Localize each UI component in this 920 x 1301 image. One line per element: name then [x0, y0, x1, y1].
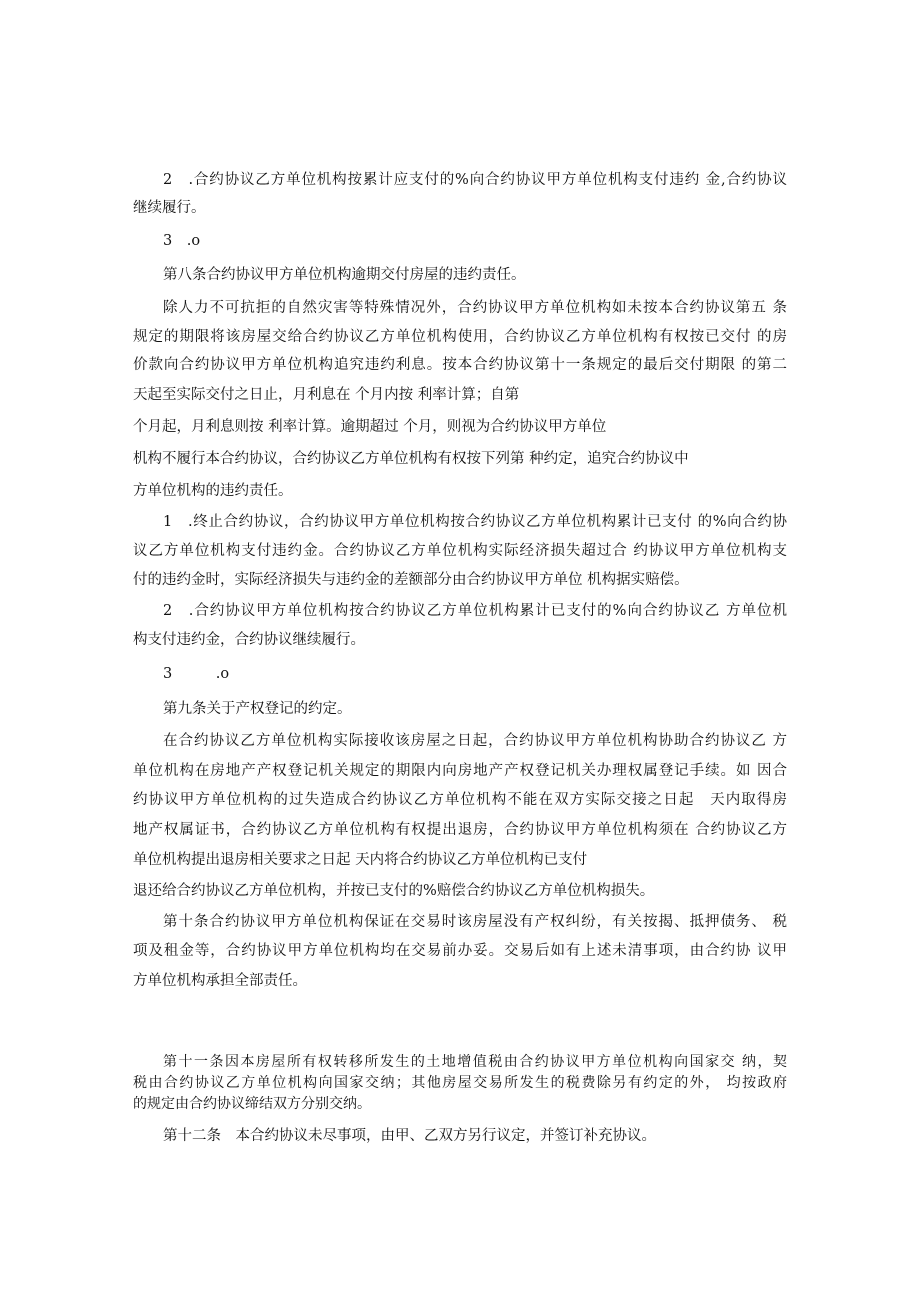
- clause-9-para-line-1: 在合约协议乙方单位机构实际接收该房屋之日起，合约协议甲方单位机构协助合约协议乙 方: [163, 733, 787, 749]
- clause-8-para-line-4: 天起至实际交付之日止，月利息在 个月内按 利率计算；自第: [133, 387, 520, 403]
- clause-10-line-3: 方单位机构承担全部责任。: [133, 973, 307, 989]
- clause-11-line-1: 第十一条因本房屋所有权转移所发生的土地增值税由合约协议甲方单位机构向国家交 纳，契: [163, 1054, 787, 1070]
- clause-12-line: 第十二条 本合约协议未尽事项，由甲、乙双方另行议定，并签订补充协议。: [163, 1128, 656, 1144]
- clause-11-line-3: 的规定由合约协议缔结双方分别交纳。: [133, 1096, 371, 1112]
- clause-10-line-1: 第十条合约协议甲方单位机构保证在交易时该房屋没有产权纠纷，有关按揭、抵押债务、 税: [163, 914, 787, 930]
- clause-8-item-1-line-3: 付的违约金时，实际经济损失与违约金的差额部分由合约协议甲方单位 机构据实赔偿。: [133, 572, 689, 588]
- clause-9-para-line-4: 地产权属证书，合约协议乙方单位机构有权提出退房，合约协议甲方单位机构须在 合约协议乙方: [133, 822, 787, 838]
- clause-7-item-3: 3 .o: [163, 233, 201, 249]
- clause-9-para-line-2: 单位机构在房地产产权登记机关规定的期限内向房地产产权登记机关办理权属登记手续。如 因合: [133, 763, 787, 779]
- clause-8-para-line-6: 机构不履行本合约协议，合约协议乙方单位机构有权按下列第 种约定，追究合约协议中: [133, 451, 689, 467]
- clause-7-item-2-line-2: 继续履行。: [133, 200, 206, 216]
- clause-9-heading: 第九条关于产权登记的约定。: [163, 701, 352, 717]
- clause-8-para-line-2: 规定的期限将该房屋交给合约协议乙方单位机构使用，合约协议乙方单位机构有权按已交付 的房: [133, 329, 787, 345]
- clause-11-line-2: 税由合约协议乙方单位机构向国家交纳；其他房屋交易所发生的税费除另有约定的外， 均按政府: [133, 1075, 787, 1091]
- clause-8-item-1-line-1: 1 .终止合约协议，合约协议甲方单位机构按合约协议乙方单位机构累计已支付 的%向合约协: [163, 514, 787, 530]
- clause-8-para-line-7: 方单位机构的违约责任。: [133, 483, 293, 499]
- clause-9-para-line-3: 约协议甲方单位机构的过失造成合约协议乙方单位机构不能在双方实际交接之日起 天内取得房: [133, 792, 787, 808]
- clause-10-line-2: 项及租金等，合约协议甲方单位机构均在交易前办妥。交易后如有上述未清事项，由合约协 议甲: [133, 943, 787, 959]
- clause-9-para-line-5: 单位机构提出退房相关要求之日起 天内将合约协议乙方单位机构已支付: [133, 852, 588, 868]
- clause-8-item-3: 3 .o: [163, 666, 230, 682]
- clause-7-item-2-line-1: 2 .合约协议乙方单位机构按累计应支付的%向合约协议甲方单位机构支付违约 金,合约协议: [163, 172, 787, 188]
- clause-8-item-2-line-1: 2 .合约协议甲方单位机构按合约协议乙方单位机构累计已支付的%向合约协议乙 方单位机: [163, 603, 787, 619]
- clause-8-para-line-1: 除人力不可抗拒的自然灾害等特殊情况外，合约协议甲方单位机构如未按本合约协议第五 条: [163, 300, 787, 316]
- clause-9-para-line-6: 退还给合约协议乙方单位机构，并按已支付的%赔偿合约协议乙方单位机构损失。: [133, 883, 655, 899]
- clause-8-para-line-3: 价款向合约协议甲方单位机构追究违约利息。按本合约协议第十一条规定的最后交付期限 的第二: [133, 357, 787, 373]
- clause-8-para-line-5: 个月起，月利息则按 利率计算。逾期超过 个月，则视为合约协议甲方单位: [133, 419, 607, 435]
- clause-8-heading: 第八条合约协议甲方单位机构逾期交付房屋的违约责任。: [163, 267, 526, 283]
- clause-8-item-1-line-2: 议乙方单位机构支付违约金。合约协议乙方单位机构实际经济损失超过合 约协议甲方单位机构支: [133, 543, 787, 559]
- clause-8-item-2-line-2: 构支付违约金，合约协议继续履行。: [133, 632, 365, 648]
